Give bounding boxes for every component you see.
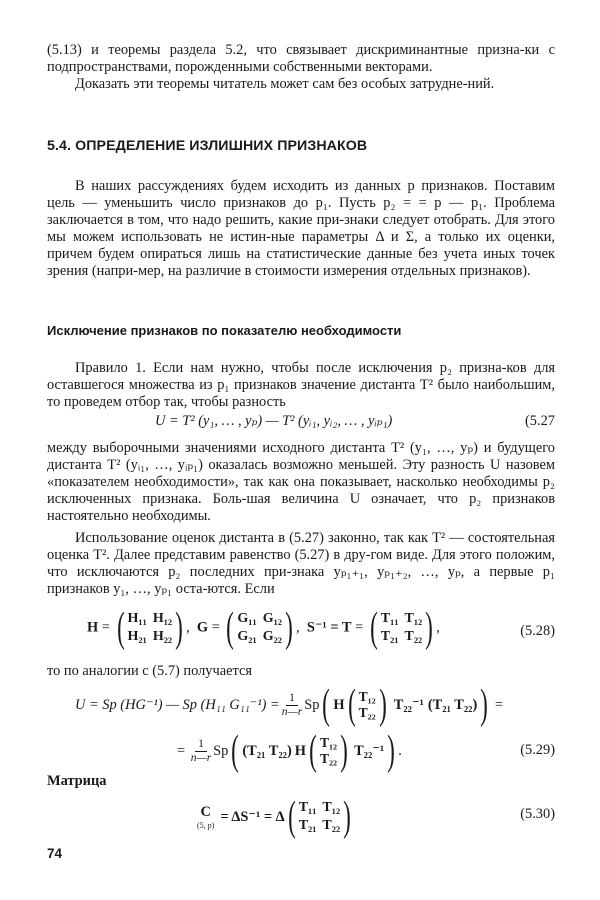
- cell-T22: T₂₂: [358, 705, 376, 720]
- paragraph-rule-1: Правило 1. Если нам нужно, чтобы после исключения p₂ призна-ков для оставшегося множества из p₁ признаков значение дистанта T² было наибольшим, то проведем отбор так, чтобы разность: [47, 360, 555, 410]
- fraction-numerator: 1: [286, 692, 298, 706]
- paragraph-exercise: Доказать эти теоремы читатель может сам без особых затрудне-ний.: [75, 76, 495, 92]
- matrix-H-label: H: [87, 619, 99, 636]
- cell-G12: G₁₂: [262, 611, 283, 626]
- matrix-C-subscript: (5, p): [197, 821, 215, 830]
- cell-T22: T₂₂: [404, 629, 423, 644]
- cell-T12: T₁₂: [404, 611, 423, 626]
- matrix-T: ( T₁₁ T₁₂ T₂₁ T₂₂ ): [369, 605, 434, 651]
- cell-T11: T₁₁: [380, 611, 399, 626]
- fraction: [282, 692, 302, 719]
- page-number: 74: [47, 846, 63, 861]
- equation-5-28: [47, 607, 555, 659]
- cell-T12: T₁₂: [322, 800, 341, 815]
- T22-inverse: T₂₂⁻¹: [354, 743, 385, 759]
- matrix-H: ( H₁₁ H₁₂ H₂₁ H₂₂ ): [116, 605, 183, 651]
- cell-T22: T₂₂: [322, 818, 341, 833]
- equation-5-28-body: H = ( H₁₁ H₁₂ H₂₁ H₂₂ ) , G = ( G₁₁ G₁₂ G₂₁ G₂₂ ) , S⁻¹ = T = ( T₁₁ T₁₂ T₂₁ T₂₂ ) ,: [87, 605, 440, 651]
- fraction-numerator: 1: [195, 738, 207, 752]
- cell-T12: T₁₂: [319, 735, 338, 750]
- row-vector: (T₂₁ T₂₂): [242, 742, 292, 759]
- cell-H12: H₁₂: [152, 611, 173, 626]
- fraction: [191, 738, 211, 765]
- cell-T12: T₁₂: [358, 689, 376, 704]
- paragraph-analogy: то по аналогии с (5.7) получается: [47, 663, 252, 679]
- equation-5-29-line-1: U = Sp (HG⁻¹) — Sp (H₁₁ G₁₁⁻¹) = $\frac{1}{n—r}$ Sp ( H ( T₁₂ T₂₂ ) T₂₂⁻¹ (T₂₁ T₂₂) ) =: [75, 682, 503, 728]
- cell-G22: G₂₂: [262, 629, 283, 644]
- paragraph-intro: В наших рассуждениях будем исходить из данных p признаков. Поставим цель — уменьшить число признаков до p₁. Пусть p₂ = = p — p₁. Проблема заключается в том, что надо решить, какие при-знаки следует отобрать. Для этого мы можем использовать не истин-ные параметры Δ и Σ, а только их оценки, причем будем опираться лишь на статистические данные без учета иных точек зрения (напри-мер, на различие в стоимости измерения отдельных признаков).: [47, 178, 555, 279]
- sp-argument: ( H ( T₁₂ T₂₂ ) T₂₂⁻¹ (T₂₁ T₂₂) ): [322, 682, 489, 728]
- matrix-label: Матрица: [47, 773, 107, 789]
- row-vector: (T₂₁ T₂₂): [427, 696, 478, 713]
- equation-5-29-line-2: = $\frac{1}{n—r}$ Sp ( (T₂₁ T₂₂) H ( T₁₂ T₂₂ ) T₂₂⁻¹ ) . (5.29): [177, 728, 555, 774]
- section-title: 5.4. ОПРЕДЕЛЕНИЕ ИЗЛИШНИХ ПРИЗНАКОВ: [47, 138, 368, 154]
- matrix-S-inv-label: S⁻¹ = T: [306, 619, 352, 636]
- T22-inverse: T₂₂⁻¹: [393, 697, 424, 713]
- matrix-C: C: [200, 804, 211, 820]
- paragraph-necessity-index: между выборочными значениями исходного дистанта T² (y₁, …, yₚ) и будущего дистанта T² (yᵢ₁, …, yᵢₚ₁) оказалась возможно меньшей. Эту разность U назовем «показателем необходимости», так как она показывает, насколько необходимы p₂ исключенных признака. Боль-шая величина U означает, что p₂ признаков настоятельно необходимы.: [47, 440, 555, 524]
- cell-H22: H₂₂: [152, 629, 173, 644]
- matrix-G: ( G₁₁ G₁₂ G₂₁ G₂₂ ): [226, 605, 293, 651]
- equation-number: (5.30): [520, 806, 555, 822]
- equation-5-27: [47, 410, 555, 440]
- paragraph-estimates: Использование оценок дистанта в (5.27) законно, так как T² — состоятельная оценка T². Далее представим равенство (5.27) в дру-гом виде. Для этого положим, что исключаются p₂ последних при-знака yₚ₁₊₁, yₚ₁₊₂, …, yₚ, а первые p₁ признаков y₁, …, yₚ₁ оста-ются. Если: [47, 530, 555, 597]
- equation-number: (5.27: [525, 413, 555, 429]
- cell-T21: T₂₁: [380, 629, 399, 644]
- cell-H21: H₂₁: [127, 629, 147, 644]
- paragraph-continuation: (5.13) и теоремы раздела 5.2, что связывает дискриминантные призна-ки с подпространствами, порожденными собственными векторами.: [47, 42, 555, 75]
- equation-number: (5.29): [520, 742, 555, 758]
- cell-H11: H₁₁: [127, 611, 147, 626]
- subsection-title: Исключение признаков по показателю необходимости: [47, 323, 402, 338]
- cell-T21: T₂₁: [298, 818, 317, 833]
- cell-G11: G₁₁: [237, 611, 257, 626]
- sp-operator: Sp: [304, 696, 320, 713]
- cell-T11: T₁₁: [298, 800, 317, 815]
- equation-5-30-mid: = ΔS⁻¹ = Δ: [220, 809, 285, 825]
- equation-5-27-body: U = T² (y₁, … , yₚ) — T² (yᵢ₁, yᵢ₂, … , yᵢₚ₁): [155, 413, 393, 429]
- matrix-G-label: G: [196, 619, 209, 636]
- cell-G21: G₂₁: [237, 629, 257, 644]
- equation-5-29-lhs: U = Sp (HG⁻¹) — Sp (H₁₁ G₁₁⁻¹) =: [75, 696, 280, 713]
- cell-T22: T₂₂: [319, 751, 338, 766]
- sp-argument: ( (T₂₁ T₂₂) H ( T₁₂ T₂₂ ) T₂₂⁻¹ ): [231, 728, 396, 774]
- equation-number: (5.28): [520, 623, 555, 639]
- fraction-denominator: n—r: [281, 705, 303, 718]
- sp-operator: Sp: [213, 742, 229, 759]
- matrix-T-block: ( T₁₁ T₁₂ T₂₁ T₂₂ ): [287, 794, 352, 840]
- fraction-denominator: n—r: [190, 751, 212, 764]
- equation-5-30: [47, 792, 555, 848]
